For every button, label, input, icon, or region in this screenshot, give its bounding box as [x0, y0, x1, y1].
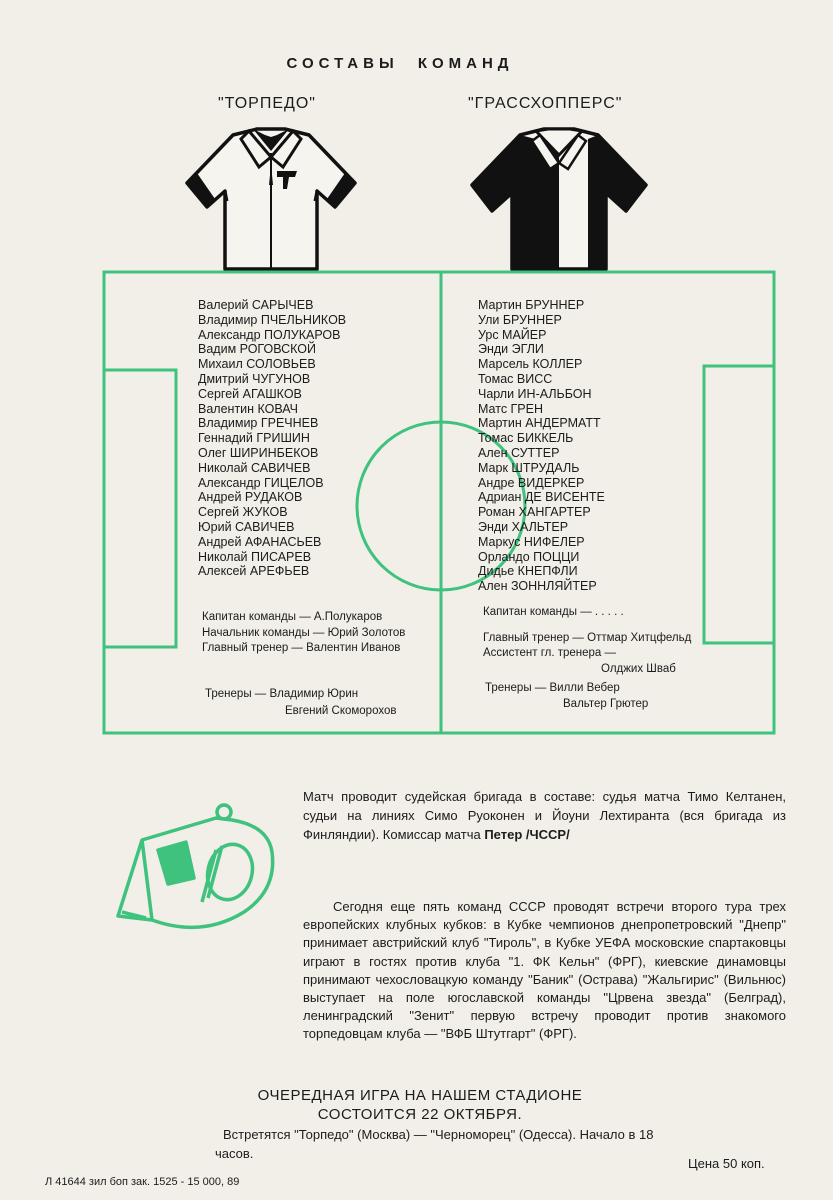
list-item: Валентин КОВАЧ: [198, 401, 298, 416]
list-item: Чарли ИН-АЛЬБОН: [478, 386, 592, 401]
away-staff: [483, 605, 691, 677]
home-trainer-2: Евгений Скоморохов: [285, 705, 397, 717]
away-roster: [478, 298, 605, 594]
list-item: Андрей РУДАКОВ: [198, 490, 303, 505]
away-assistant-name: Олджих Шваб: [601, 662, 676, 675]
list-item: Энди ЭГЛИ: [478, 342, 544, 357]
list-item: Вадим РОГОВСКОЙ: [198, 342, 317, 357]
next-game-heading: [200, 1086, 640, 1124]
home-roster: [198, 298, 346, 579]
list-item: Юрий САВИЧЕВ: [198, 519, 295, 534]
list-item: Михаил СОЛОВЬЕВ: [198, 357, 316, 372]
list-item: Мартин АНДЕРМАТТ: [478, 416, 601, 431]
left-penalty-area: [104, 370, 176, 647]
commissioner-name: Петер /ЧССР/: [484, 827, 570, 842]
list-item: Мартин БРУННЕР: [478, 298, 585, 312]
list-item: Урс МАЙЕР: [478, 327, 547, 342]
list-item: Олег ШИРИНБЕКОВ: [198, 445, 319, 460]
list-item: Николай ПИСАРЕВ: [198, 549, 312, 564]
list-item: Андре ВИДЕРКЕР: [478, 475, 585, 490]
home-team-name: "ТОРПЕДО": [218, 95, 316, 112]
home-trainers: [205, 686, 396, 720]
list-item: Марсель КОЛЛЕР: [478, 357, 583, 372]
away-head-coach: Главный тренер — Оттмар Хитцфельд: [483, 631, 692, 644]
list-item: Матс ГРЕН: [478, 401, 544, 416]
away-assistant: Ассистент гл. тренера —: [483, 647, 617, 659]
page-title: СОСТАВЫ КОМАНД: [286, 55, 514, 72]
list-item: Дидье КНЕПФЛИ: [478, 564, 578, 579]
print-imprint: Л 41644 зил боп зак. 1525 - 15 000, 89: [45, 1176, 240, 1188]
away-trainer-2: Вальтер Грютер: [563, 698, 649, 710]
list-item: Адриан ДЕ ВИСЕНТЕ: [478, 490, 605, 505]
list-item: Марк ШТРУДАЛЬ: [478, 460, 580, 475]
list-item: Александр ГИЦЕЛОВ: [198, 475, 324, 490]
home-team-chief: Начальник команды — Юрий Золотов: [202, 626, 406, 639]
list-item: Владимир ПЧЕЛЬНИКОВ: [198, 312, 347, 327]
list-item: Дмитрий ЧУГУНОВ: [198, 371, 311, 386]
referees-paragraph: [303, 787, 786, 844]
list-item: Ален СУТТЕР: [478, 445, 560, 460]
cup-news-paragraph: Сегодня еще пять команд СССР проводят встречи второго тура трех европейских клубных кубков: в Кубке чемпионов днепропетровский "Днепр" принимает австрийский клуб "Тироль", в Кубке УЕФА московские спартаковцы играют в гостях против клуба "1. ФК Кельн" (ФРГ), киевские динамовцы принимают чехословацкую команду "Баник" (Острава) "Жальгирис" (Вильнюс) выступает на поле югославской команды "Црвена звезда" (Белград), ленинградский "Зенит" первую встречу проводит против знакомого торпедовцам клуба — "ВФБ Штутгарт" (ФРГ).: [303, 899, 786, 1042]
list-item: Томас БИККЕЛЬ: [478, 431, 574, 446]
away-trainers: [485, 680, 648, 712]
list-item: Сергей АГАШКОВ: [198, 386, 302, 401]
whistle-icon: [112, 800, 282, 940]
home-captain: Капитан команды — А.Полукаров: [202, 611, 383, 623]
referees-text: Матч проводит судейская бригада в составе: судья матча Тимо Келтанен, судьи на линиях Симо Руоконен и Йоуни Лехтиранта (вся бригада из Финляндии). Комиссар матча: [303, 789, 786, 842]
list-item: Орландо ПОЦЦИ: [478, 549, 580, 564]
next-game-text: Встретятся "Торпедо" (Москва) — "Черноморец" (Одесса). Начало в 18 часов.: [215, 1127, 654, 1161]
list-item: Андрей АФАНАСЬЕВ: [198, 534, 322, 549]
list-item: Ален ЗОННЛЯЙТЕР: [478, 579, 597, 594]
next-game-line-1: ОЧЕРЕДНАЯ ИГРА НА НАШЕМ СТАДИОНЕ: [257, 1087, 583, 1104]
list-item: Сергей ЖУКОВ: [198, 505, 288, 520]
list-item: Николай САВИЧЕВ: [198, 460, 311, 475]
list-item: Ули БРУННЕР: [478, 312, 562, 327]
list-item: Маркус НИФЕЛЕР: [478, 534, 585, 549]
list-item: Александр ПОЛУКАРОВ: [198, 327, 341, 342]
next-game-line-2: СОСТОИТСЯ 22 ОКТЯБРЯ.: [317, 1106, 523, 1123]
home-trainer-1: Тренеры — Владимир Юрин: [205, 688, 359, 700]
right-penalty-area: [704, 366, 774, 643]
list-item: Алексей АРЕФЬЕВ: [198, 564, 310, 579]
list-item: Геннадий ГРИШИН: [198, 431, 310, 446]
away-team-name: "ГРАССХОППЕРС": [468, 95, 623, 112]
home-head-coach: Главный тренер — Валентин Иванов: [202, 642, 401, 654]
price-label: Цена 50 коп.: [688, 1156, 765, 1171]
list-item: Томас ВИСС: [478, 371, 553, 386]
away-captain: Капитан команды — . . . . .: [483, 606, 624, 618]
list-item: Энди ХАЛЬТЕР: [478, 519, 569, 534]
list-item: Роман ХАНГАРТЕР: [478, 505, 591, 520]
home-staff: [202, 610, 405, 657]
list-item: Валерий САРЫЧЕВ: [198, 298, 314, 312]
list-item: Владимир ГРЕЧНЕВ: [198, 416, 319, 431]
away-trainer-1: Тренеры — Вилли Вебер: [485, 682, 620, 694]
